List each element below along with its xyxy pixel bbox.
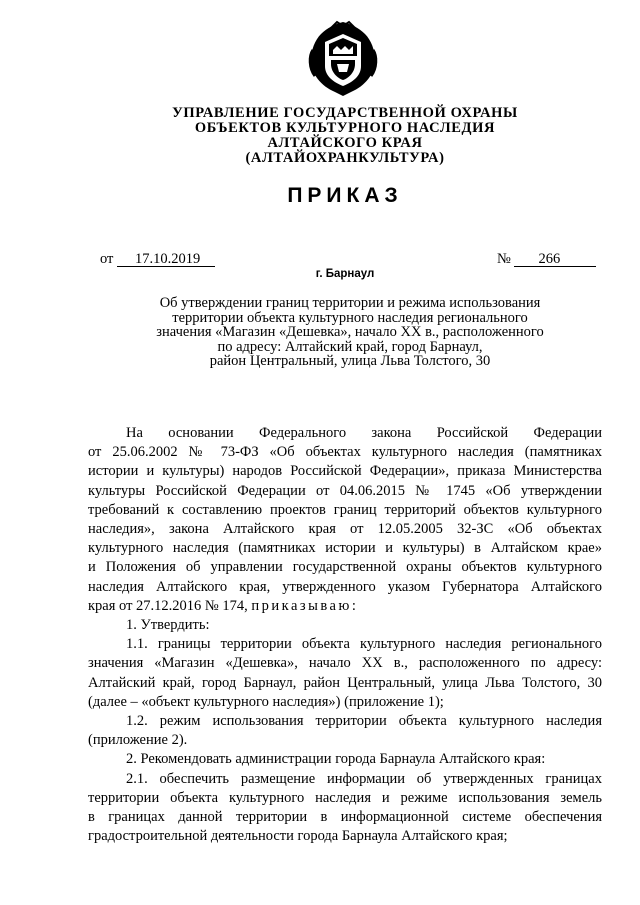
order-command: приказываю: <box>251 597 359 614</box>
subject-line: Об утверждении границ территории и режима использования <box>159 295 541 311</box>
subject-line: район Центральный, улица Льва Толстого, 30 <box>209 353 491 370</box>
body-line <box>88 597 602 616</box>
subject-line: территории объекта культурного наследия регионального <box>172 309 528 326</box>
date-prefix: от <box>100 251 114 267</box>
date-value: 17.10.2019 <box>117 252 215 267</box>
number-field <box>497 251 596 268</box>
body-line: наследия Алтайского края, утвержденного указом Губернатора Алтайского <box>88 578 602 595</box>
body-line: культуры Российской Федерации от 04.06.2015 № 1745 «Об утверждении <box>88 482 602 499</box>
subject-line: по адресу: Алтайский край, город Барнаул, <box>217 338 483 355</box>
order-body <box>88 424 602 846</box>
subject-line: значения «Магазин «Дешевка», начало XX в., расположенного <box>156 324 544 341</box>
org-name-line1: УПРАВЛЕНИЕ ГОСУДАРСТВЕННОЙ ОХРАНЫ <box>172 105 518 121</box>
date-field <box>100 251 215 268</box>
item-1-1-line: значения «Магазин «Дешевка», начало XX в., расположенного по адресу: <box>88 655 602 672</box>
body-text: края от 27.12.2016 № 174, <box>88 597 252 614</box>
item-1-2-line: 1.2. режим использования территории объекта культурного наследия <box>126 713 602 730</box>
org-name-line3: АЛТАЙСКОГО КРАЯ <box>267 135 423 151</box>
body-line: требований к составлению проектов границ территорий объектов культурного <box>88 501 602 518</box>
number-value: 266 <box>514 252 596 267</box>
body-line: культурного наследия (памятниках истории и культуры) в Алтайском крае» <box>88 540 602 557</box>
item-1-2-line: (приложение 2). <box>88 732 188 749</box>
body-line: от 25.06.2002 № 73-ФЗ «Об объектах культурного наследия (памятниках <box>88 444 602 461</box>
item-2: 2. Рекомендовать администрации города Барнаула Алтайского края: <box>126 751 546 768</box>
item-2-1-line: градостроительной деятельности города Барнаула Алтайского края; <box>88 828 508 845</box>
org-short-name: (АЛТАЙОХРАНКУЛЬТУРА) <box>245 150 445 166</box>
number-prefix: № <box>497 251 511 267</box>
item-2-1-line: 2.1. обеспечить размещение информации об утвержденных границах <box>126 770 602 787</box>
body-line: На основании Федерального закона Российской Федерации <box>126 425 602 441</box>
item-1-1-line: (далее – «объект культурного наследия») (приложение 1); <box>88 693 444 710</box>
item-2-1-line: территории объекта культурного наследия и режиме использования земель <box>88 789 602 806</box>
city-label: г. Барнаул <box>315 268 375 280</box>
order-subject <box>120 296 580 369</box>
item-2-1-line: в границах данной территории в информационной системе обеспечения <box>88 809 602 826</box>
coat-of-arms-emblem <box>307 20 379 98</box>
org-name-line2: ОБЪЕКТОВ КУЛЬТУРНОГО НАСЛЕДИЯ <box>194 120 496 136</box>
body-line: наследия», закона Алтайского края от 12.05.2005 32-ЗС «Об объектах <box>88 521 602 538</box>
body-line: истории и культуры) народов Российской Федерации», приказа Министерства <box>88 463 602 480</box>
item-1-1-line: Алтайский край, город Барнаул, район Центральный, улица Льва Толстого, 30 <box>88 674 602 691</box>
body-line: и Положения об управлении государственной охраны объектов культурного <box>88 559 602 576</box>
item-1-1-line: 1.1. границы территории объекта культурного наследия регионального <box>126 636 602 653</box>
item-1: 1. Утвердить: <box>126 617 210 634</box>
document-type-title: ПРИКАЗ <box>287 184 403 207</box>
